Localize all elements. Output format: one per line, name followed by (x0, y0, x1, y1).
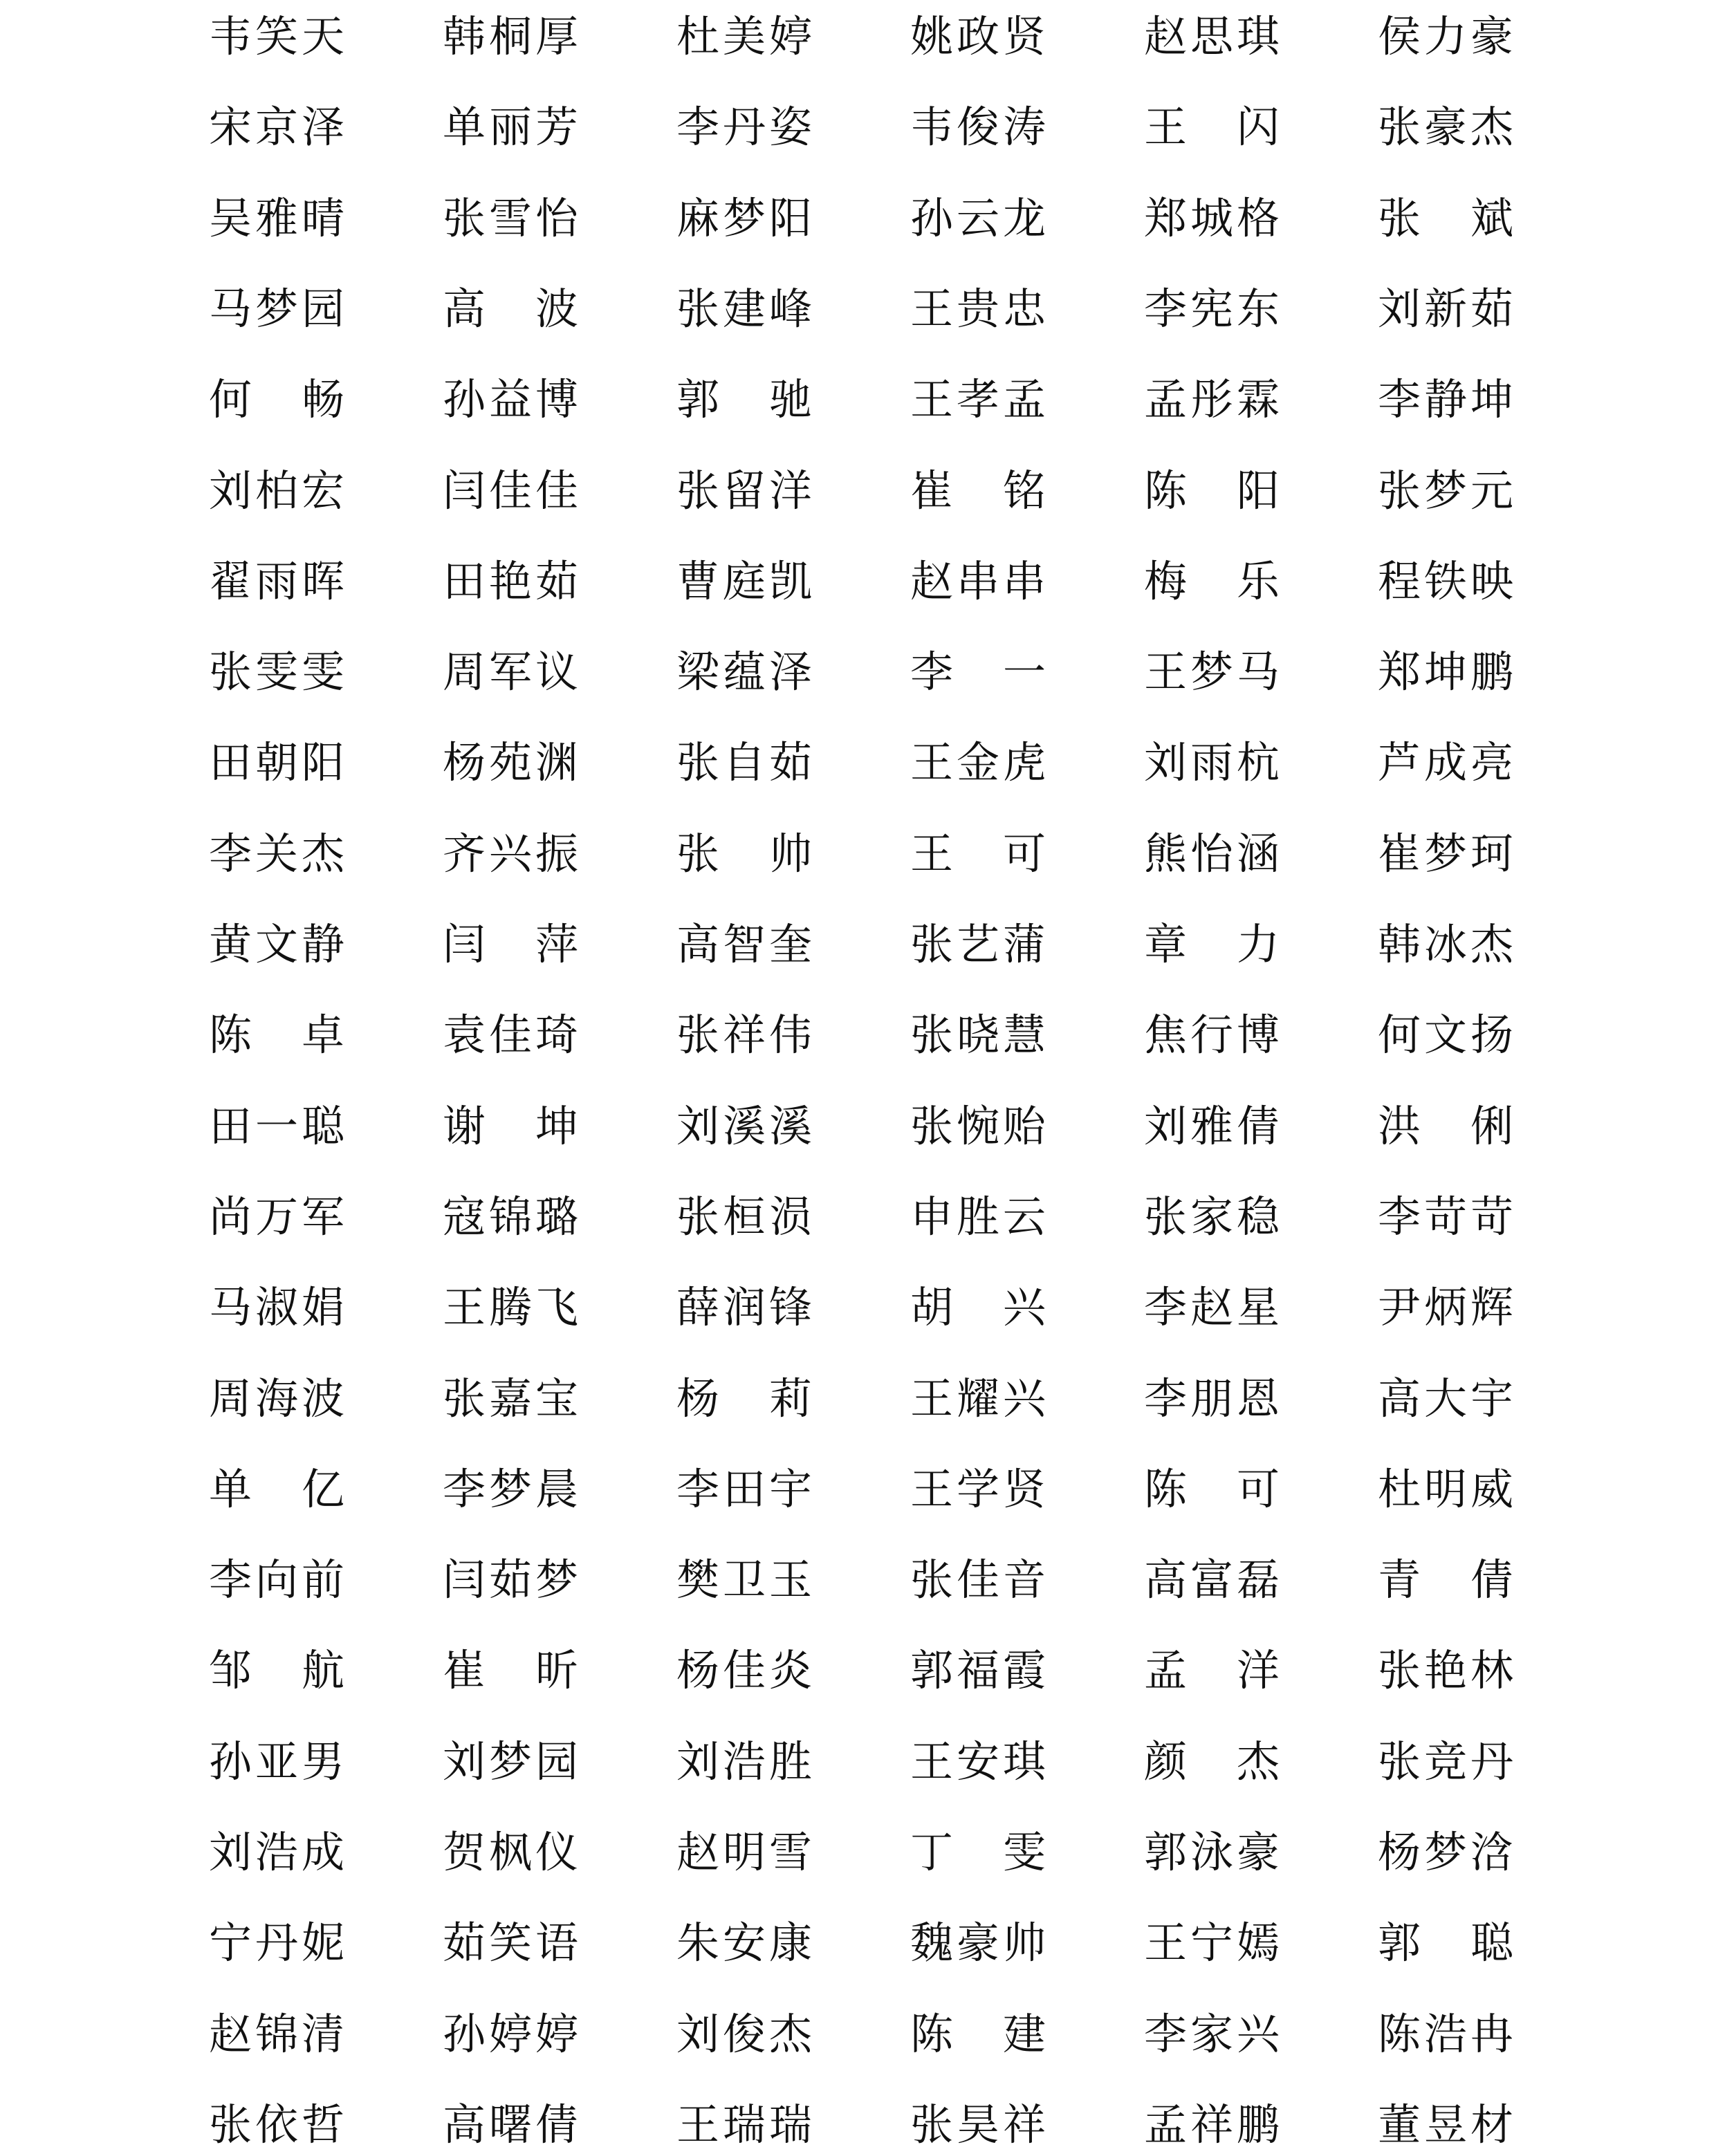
name-entry: 李 苛 苛 (1378, 1191, 1513, 1242)
name-entry: 刘 溪 溪 (676, 1100, 812, 1151)
name-entry: 焦 行 博 (1144, 1010, 1280, 1061)
name-entry: 单 亿 (209, 1463, 344, 1514)
name-entry: 董 昱 材 (1378, 2099, 1513, 2150)
name-entry: 张 竞 丹 (1378, 1736, 1513, 1787)
name-entry: 贺 枫 仪 (443, 1827, 578, 1877)
name-entry: 张 艳 林 (1378, 1645, 1513, 1696)
name-entry: 刘 雨 杭 (1144, 737, 1280, 788)
name-entry: 刘 梦 园 (443, 1736, 578, 1787)
name-entry: 闫 萍 (443, 919, 578, 969)
name-entry: 高 智 奎 (676, 919, 812, 969)
name-entry: 谢 坤 (443, 1100, 578, 1151)
name-entry: 张 祥 伟 (676, 1010, 812, 1061)
name-entry: 马 淑 娟 (209, 1282, 344, 1333)
name-entry: 韩 桐 厚 (443, 11, 578, 62)
name-row (0, 1004, 1716, 1066)
name-entry: 赵 思 琪 (1144, 11, 1280, 62)
name-entry: 李 丹 姿 (676, 102, 812, 153)
name-entry: 何 畅 (209, 374, 344, 425)
name-entry: 程 铁 映 (1378, 555, 1513, 606)
name-entry: 郭 福 霞 (910, 1645, 1046, 1696)
name-entry: 郑 坤 鹏 (1378, 647, 1513, 698)
name-entry: 陈 建 (910, 2008, 1046, 2059)
name-entry: 王 金 虎 (910, 737, 1046, 788)
name-row (0, 1912, 1716, 1974)
name-entry: 李 朋 恩 (1144, 1373, 1280, 1424)
name-entry: 何 文 扬 (1378, 1010, 1513, 1061)
name-entry: 李 静 坤 (1378, 374, 1513, 425)
name-entry: 王 腾 飞 (443, 1282, 578, 1333)
name-entry: 王 可 (910, 828, 1046, 879)
name-entry: 邹 航 (209, 1645, 344, 1696)
name-entry: 杜 美 婷 (676, 11, 812, 62)
name-entry: 孙 亚 男 (209, 1736, 344, 1787)
name-entry: 张 豪 杰 (1378, 102, 1513, 153)
name-entry: 张 留 洋 (676, 465, 812, 516)
name-entry: 李 宪 东 (1144, 283, 1280, 334)
name-entry: 田 一 聪 (209, 1100, 344, 1151)
name-entry: 王 耀 兴 (910, 1373, 1046, 1424)
name-entry: 赵 锦 清 (209, 2008, 344, 2059)
name-entry: 姚 政 贤 (910, 11, 1046, 62)
name-entry: 熊 怡 涵 (1144, 828, 1280, 879)
name-entry: 张 雯 雯 (209, 647, 344, 698)
name-entry: 杨 苑 渊 (443, 737, 578, 788)
name-row (0, 1276, 1716, 1339)
name-row (0, 6, 1716, 68)
name-entry: 张 家 稳 (1144, 1191, 1280, 1242)
name-entry: 杜 明 威 (1378, 1463, 1513, 1514)
name-entry: 丁 雯 (910, 1827, 1046, 1877)
name-entry: 梁 蕴 泽 (676, 647, 812, 698)
name-row (0, 1821, 1716, 1884)
name-entry: 朱 安 康 (676, 1917, 812, 1969)
name-row (0, 732, 1716, 794)
name-entry: 张 佳 音 (910, 1554, 1046, 1606)
name-entry: 陈 可 (1144, 1463, 1280, 1514)
name-entry: 陈 浩 冉 (1378, 2008, 1513, 2059)
name-entry: 张 惋 贻 (910, 1100, 1046, 1151)
name-entry: 张 梦 元 (1378, 465, 1513, 516)
name-entry: 王 梦 马 (1144, 647, 1280, 698)
name-entry: 尹 炳 辉 (1378, 1282, 1513, 1333)
name-entry: 王 闪 (1144, 102, 1280, 153)
name-row (0, 460, 1716, 522)
name-entry: 王 瑞 瑞 (676, 2099, 812, 2150)
name-entry: 崔 昕 (443, 1645, 578, 1696)
name-entry: 陈 阳 (1144, 465, 1280, 516)
name-entry: 周 军 议 (443, 647, 578, 698)
name-entry: 李 梦 晨 (443, 1463, 578, 1514)
name-entry: 吴 雅 晴 (209, 192, 344, 243)
name-entry: 崔 铭 (910, 465, 1046, 516)
name-entry: 侯 力 豪 (1378, 11, 1513, 62)
name-row (0, 550, 1716, 613)
name-entry: 张 自 茹 (676, 737, 812, 788)
name-entry: 韦 俊 涛 (910, 102, 1046, 153)
name-entry: 张 嘉 宝 (443, 1373, 578, 1424)
name-entry: 胡 兴 (910, 1282, 1046, 1333)
name-entry: 孟 祥 鹏 (1144, 2099, 1280, 2150)
name-entry: 青 倩 (1378, 1554, 1513, 1606)
name-entry: 张 建 峰 (676, 283, 812, 334)
name-entry: 张 桓 涢 (676, 1191, 812, 1242)
name-entry: 王 贵 忠 (910, 283, 1046, 334)
name-entry: 樊 卫 玉 (676, 1554, 812, 1606)
name-entry: 黄 文 静 (209, 919, 344, 969)
name-entry: 王 孝 孟 (910, 374, 1046, 425)
name-entry: 高 富 磊 (1144, 1554, 1280, 1606)
name-entry: 张 依 哲 (209, 2099, 344, 2150)
name-row (0, 187, 1716, 250)
name-entry: 洪 俐 (1378, 1100, 1513, 1151)
name-entry: 韦 笑 天 (209, 11, 344, 62)
name-row (0, 369, 1716, 431)
name-entry: 闫 茹 梦 (443, 1554, 578, 1606)
name-entry: 张 帅 (676, 828, 812, 879)
name-entry: 曹 庭 凯 (676, 555, 812, 606)
name-entry: 宁 丹 妮 (209, 1917, 344, 1969)
name-entry: 李 关 杰 (209, 828, 344, 879)
name-entry: 申 胜 云 (910, 1191, 1046, 1242)
name-entry: 田 艳 茹 (443, 555, 578, 606)
name-entry: 芦 成 亮 (1378, 737, 1513, 788)
name-entry: 刘 雅 倩 (1144, 1100, 1280, 1151)
name-entry: 闫 佳 佳 (443, 465, 578, 516)
name-entry: 王 宁 嫣 (1144, 1917, 1280, 1969)
name-entry: 赵 串 串 (910, 555, 1046, 606)
name-entry: 陈 卓 (209, 1010, 344, 1061)
name-entry: 颜 杰 (1144, 1736, 1280, 1787)
name-entry: 宋 京 泽 (209, 102, 344, 153)
name-entry: 单 丽 芳 (443, 102, 578, 153)
name-row (0, 823, 1716, 885)
name-entry: 王 学 贤 (910, 1463, 1046, 1514)
name-entry: 茹 笑 语 (443, 1917, 578, 1969)
name-row (0, 1186, 1716, 1248)
name-entry: 周 海 波 (209, 1373, 344, 1424)
name-entry: 魏 豪 帅 (910, 1917, 1046, 1969)
name-row (0, 913, 1716, 976)
name-entry: 孟 彤 霖 (1144, 374, 1280, 425)
name-entry: 翟 雨 晖 (209, 555, 344, 606)
name-row (0, 1458, 1716, 1521)
name-entry: 赵 明 雪 (676, 1827, 812, 1877)
name-entry: 李 赵 星 (1144, 1282, 1280, 1333)
name-row (0, 1368, 1716, 1430)
name-entry: 孙 益 博 (443, 374, 578, 425)
name-entry: 李 家 兴 (1144, 2008, 1280, 2059)
name-entry: 杨 佳 炎 (676, 1645, 812, 1696)
name-row (0, 2094, 1716, 2156)
name-entry: 孟 洋 (1144, 1645, 1280, 1696)
name-row (0, 1639, 1716, 1702)
name-entry: 王 安 琪 (910, 1736, 1046, 1787)
name-entry: 高 大 宇 (1378, 1373, 1513, 1424)
name-row (0, 1095, 1716, 1158)
name-row (0, 1731, 1716, 1793)
name-entry: 张 艺 蒲 (910, 919, 1046, 969)
name-entry: 梅 乐 (1144, 555, 1280, 606)
name-entry: 张 斌 (1378, 192, 1513, 243)
name-entry: 薛 润 锋 (676, 1282, 812, 1333)
name-entry: 郭 驰 (676, 374, 812, 425)
name-entry: 刘 俊 杰 (676, 2008, 812, 2059)
name-entry: 韩 冰 杰 (1378, 919, 1513, 969)
name-entry: 郭 聪 (1378, 1917, 1513, 1969)
name-entry: 麻 梦 阳 (676, 192, 812, 243)
name-entry: 李 向 前 (209, 1554, 344, 1606)
name-row (0, 2003, 1716, 2065)
name-entry: 张 雪 怡 (443, 192, 578, 243)
name-entry: 马 梦 园 (209, 283, 344, 334)
name-entry: 刘 浩 胜 (676, 1736, 812, 1787)
name-entry: 孙 婷 婷 (443, 2008, 578, 2059)
name-entry: 刘 新 茹 (1378, 283, 1513, 334)
name-entry: 郭 泳 豪 (1144, 1827, 1280, 1877)
name-entry: 高 曙 倩 (443, 2099, 578, 2150)
name-entry: 尚 万 军 (209, 1191, 344, 1242)
name-entry: 袁 佳 琦 (443, 1010, 578, 1061)
name-entry: 寇 锦 璐 (443, 1191, 578, 1242)
name-entry: 杨 梦 浛 (1378, 1827, 1513, 1877)
name-entry: 章 力 (1144, 919, 1280, 969)
name-entry: 齐 兴 振 (443, 828, 578, 879)
name-entry: 刘 浩 成 (209, 1827, 344, 1877)
name-entry: 郑 城 格 (1144, 192, 1280, 243)
name-entry: 高 波 (443, 283, 578, 334)
name-entry: 张 昊 祥 (910, 2099, 1046, 2150)
name-entry: 张 晓 慧 (910, 1010, 1046, 1061)
name-row (0, 641, 1716, 703)
name-row (0, 278, 1716, 340)
name-entry: 田 朝 阳 (209, 737, 344, 788)
name-entry: 崔 梦 珂 (1378, 828, 1513, 879)
name-entry: 刘 柏 宏 (209, 465, 344, 516)
name-row (0, 1549, 1716, 1611)
name-entry: 李 一 (910, 647, 1046, 698)
name-row (0, 96, 1716, 158)
name-entry: 孙 云 龙 (910, 192, 1046, 243)
name-entry: 李 田 宇 (676, 1463, 812, 1514)
name-entry: 杨 莉 (676, 1373, 812, 1424)
